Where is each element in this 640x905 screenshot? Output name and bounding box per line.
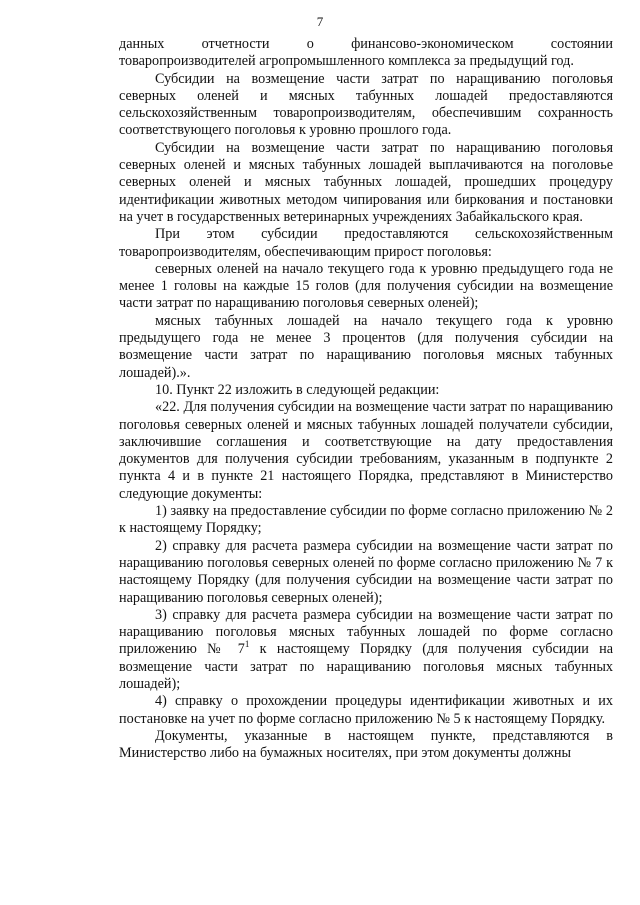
document-body — [119, 36, 613, 762]
paragraph-point-22: «22. Для получения субсидии на возмещение части затрат по наращиванию поголовья северных оленей и мясных табунных лошадей получатели субсидии, заключившие соглашения и соответствующие на дату предоставления документов для получения субсидии требованиям, указанным в подпункте 2 пункта 4 и в пункте 21 настоящего Порядка, представляют в Министерство следующие документы: — [119, 399, 613, 502]
paragraph-continuation: данных отчетности о финансово-экономическом состоянии товаропроизводителей агропромышленного комплекса за предыдущий год. — [119, 36, 613, 70]
paragraph-growth-requirement: При этом субсидии предоставляются сельскохозяйственным товаропроизводителям, обеспечивающим прирост поголовья: — [119, 226, 613, 260]
list-item-2: 2) справку для расчета размера субсидии на возмещение части затрат по наращиванию поголовья северных оленей по форме согласно приложению № 7 к настоящему Порядку (для получения субсидии на возмещение части затрат по наращиванию поголовья северных оленей); — [119, 537, 613, 606]
paragraph-amendment-heading: 10. Пункт 22 изложить в следующей редакции: — [155, 381, 440, 398]
list-item-3-text-before: 3) справку для расчета размера субсидии на возмещение части затрат по наращиванию поголовья мясных табунных лошадей по форме согласно приложению № 7 — [119, 606, 613, 658]
list-item-3-text-after: к настоящему Порядку (для получения субсидии на возмещение части затрат по наращиванию поголовья мясных табунных лошадей); — [119, 641, 613, 692]
paragraph-horse-growth: мясных табунных лошадей на начало текущего года к уровню предыдущего года не менее 3 процентов (для получения субсидии на возмещение части затрат по наращиванию поголовья мясных табунных лошадей).». — [119, 312, 613, 381]
paragraph-reindeer-growth: северных оленей на начало текущего года к уровню предыдущего года не менее 1 головы на каждые 15 голов (для получения субсидии на возмещение части затрат по наращиванию поголовья северных оленей); — [119, 260, 613, 312]
paragraph-documents-submission: Документы, указанные в настоящем пункте, представляются в Министерство либо на бумажных носителях, при этом документы должны — [119, 727, 613, 762]
list-item-3-superscript: 1 — [244, 639, 250, 650]
paragraph-subsidy-payment: Субсидии на возмещение части затрат по наращиванию поголовья северных оленей и мясных табунных лошадей выплачиваются на поголовье северных оленей и мясных табунных лошадей, прошедших процедуру идентификации животных методом чипирования или биркования и постановки на учет в государственных ветеринарных учреждениях Забайкальского края. — [119, 139, 613, 225]
page-number: 7 — [316, 14, 324, 29]
list-item-1: 1) заявку на предоставление субсидии по форме согласно приложению № 2 к настоящему Порядку; — [119, 503, 613, 537]
list-item-4: 4) справку о прохождении процедуры идентификации животных и их постановке на учет по форме согласно приложению № 5 к настоящему Порядку. — [119, 693, 613, 727]
paragraph-subsidy-condition: Субсидии на возмещение части затрат по наращиванию поголовья северных оленей и мясных табунных лошадей предоставляются сельскохозяйственным товаропроизводителям, обеспечившим сохранность соответствующего поголовья к уровню прошлого года. — [119, 70, 613, 139]
list-item-3 — [119, 607, 613, 693]
